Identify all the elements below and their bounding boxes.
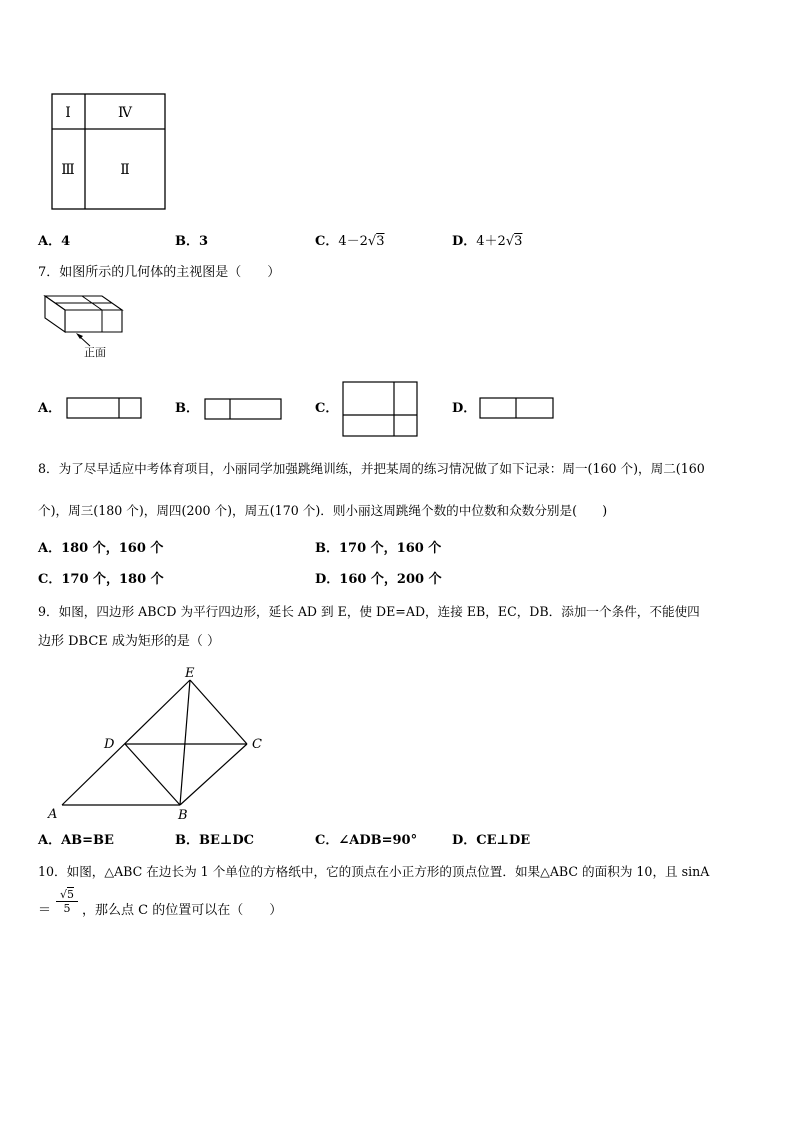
q8-stem-line-1: 8．为了尽早适应中考体育项目，小丽同学加强跳绳训练，并把某周的练习情况做了如下记录：周一(160 个)，周二(160 [38, 461, 705, 476]
q10-stem-line-2-rest: ，那么点 C 的位置可以在（ ） [82, 903, 283, 918]
q10-stem-line-1: 10．如图，△ABC 在边长为 1 个单位的方格纸中，它的顶点在小正方形的顶点位置．如果△ABC 的面积为 10，且 sinA [38, 864, 710, 879]
q9-option-b: B．BE⊥DC [175, 833, 254, 848]
q6-option-d [452, 234, 522, 250]
q10-equals: ＝ [38, 903, 52, 918]
q6-option-a: A．4 [38, 234, 71, 249]
cell-1-label: Ⅰ [65, 105, 71, 121]
point-d-label: D [104, 737, 115, 752]
q6-option-d-sqrt-sign: √ [505, 234, 515, 249]
q10-fraction-numerator: √5 [56, 888, 78, 902]
cell-3-label: Ⅲ [61, 162, 75, 178]
q7-option-a-label: A． [38, 401, 62, 416]
q8-option-b: B．170 个，160 个 [315, 541, 442, 556]
q8-option-a: A．180 个，160 个 [38, 541, 164, 556]
q9-option-a: A．AB=BE [38, 833, 114, 848]
q9-option-d: D．CE⊥DE [452, 833, 531, 848]
q9-geometry-figure [40, 660, 280, 825]
q6-option-d-expr: 4＋2 [476, 234, 506, 249]
q6-option-c-expr: 4－2 [338, 234, 368, 249]
q7-stem: 7．如图所示的几何体的主视图是（ ） [38, 265, 281, 280]
q6-option-d-prefix: D． [452, 234, 477, 249]
cell-4-label: Ⅳ [118, 105, 132, 121]
point-b-label: B [178, 808, 188, 823]
q6-option-c-sqrt-sign: √ [367, 234, 377, 249]
q10-fraction-numerator-radicand: 5 [67, 888, 74, 901]
q9-stem-line-2: 边形 DBCE 成为矩形的是（ ） [38, 634, 221, 649]
q8-option-c: C．170 个，180 个 [38, 572, 164, 587]
q9-stem-line-1: 9．如图，四边形 ABCD 为平行四边形，延长 AD 到 E，使 DE=AD，连接 EB，EC，DB．添加一个条件，不能使四 [38, 604, 700, 619]
q7-option-c-label: C． [315, 401, 339, 416]
q6-option-b: B．3 [175, 234, 209, 249]
q7-option-a-figure [66, 397, 144, 421]
q6-option-c-radicand: 3 [376, 234, 385, 249]
q7-option-b-figure [204, 398, 284, 422]
q7-front-label: 正面 [84, 346, 106, 359]
q8-stem-line-2: 个)，周三(180 个)，周四(200 个)，周五(170 个)．则小丽这周跳绳个数的中位数和众数分别是( ) [38, 503, 608, 518]
point-a-label: A [48, 807, 58, 822]
q6-grid-figure [50, 92, 168, 212]
q10-fraction-denominator: 5 [63, 902, 71, 915]
q7-option-c-figure [342, 381, 420, 439]
q6-option-c [315, 234, 384, 250]
q8-option-d: D．160 个，200 个 [315, 572, 442, 587]
q6-option-d-radicand: 3 [514, 234, 523, 249]
q9-option-c: C．∠ADB=90° [315, 833, 418, 848]
point-c-label: C [252, 737, 262, 752]
q7-option-d-label: D． [452, 401, 477, 416]
q7-option-b-label: B． [175, 401, 199, 416]
q10-fraction [56, 888, 78, 915]
q7-option-d-figure [479, 397, 557, 421]
q6-option-c-prefix: C． [315, 234, 339, 249]
point-e-label: E [185, 666, 195, 681]
cell-2-label: Ⅱ [120, 162, 130, 178]
